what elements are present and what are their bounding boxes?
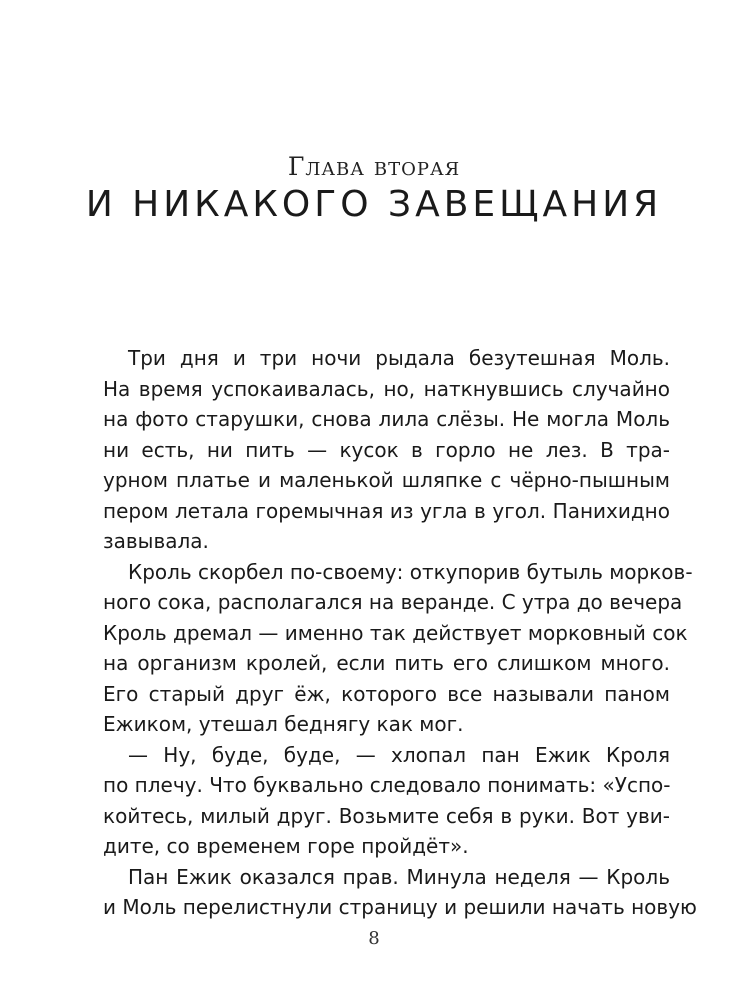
body-text <box>103 343 697 923</box>
text-line: койтесь, милый друг. Возьмите себя в руки. Вот уви- <box>103 803 670 828</box>
text-line: на организм кролей, если пить его слишком много. <box>103 651 670 675</box>
text-line: пером летала горемычная из угла в угол. Панихидно <box>103 498 670 523</box>
text-line: урном платье и маленькой шляпке с чёрно-пышным <box>103 468 670 492</box>
text-line: дите, со временем горе пройдёт». <box>103 834 469 858</box>
chapter-title: И НИКАКОГО ЗАВЕЩАНИЯ <box>85 184 663 225</box>
page-number: 8 <box>368 928 380 949</box>
chapter-label: Глава вторая <box>287 152 461 181</box>
text-line: Кроль дремал — именно так действует морковный сок <box>103 620 688 645</box>
text-line: по плечу. Что буквально следовало понимать: «Успо- <box>103 773 671 797</box>
text-line: и Моль перелистнули страницу и решили начать новую <box>103 895 697 919</box>
text-line: Три дня и три ночи рыдала безутешная Моль. <box>128 346 670 370</box>
text-line: Ежиком, утешал беднягу как мог. <box>103 712 464 736</box>
text-line: На время успокаивалась, но, наткнувшись случайно <box>103 376 670 401</box>
text-line: Кроль скорбел по-своему: откупорив бутыль морков- <box>128 559 693 584</box>
text-line: Его старый друг ёж, которого все называли паном <box>103 681 670 706</box>
text-line: — Ну, буде, буде, — хлопал пан Ежик Кроля <box>128 742 670 767</box>
text-line: ного сока, располагался на веранде. С утра до вечера <box>103 590 683 614</box>
text-line: Пан Ежик оказался прав. Минула неделя — Кроль <box>128 864 670 889</box>
text-line: на фото старушки, снова лила слёзы. Не могла Моль <box>103 407 670 431</box>
text-line: завывала. <box>103 529 209 553</box>
text-line: ни есть, ни пить — кусок в горло не лез. В тра- <box>103 437 670 462</box>
